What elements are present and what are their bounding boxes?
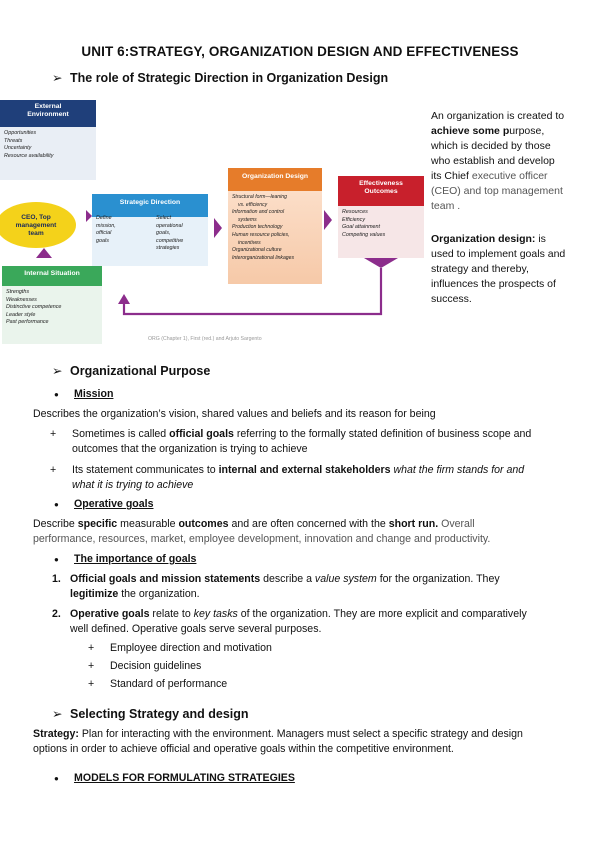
internal-situation-box xyxy=(2,266,102,344)
organization-design-list: Structural form—leaning vs. efficiency Information and control systems Production technology Human resource policies, incentives Organizational culture Interorganizational linkages xyxy=(232,194,295,261)
mission-description: Describes the organization’s vision, shared values and beliefs and its reason for being xyxy=(33,408,436,420)
external-environment-list: Opportunities Threats Uncertainty Resource availability xyxy=(4,130,54,159)
mission-point-2: + Its statement communicates to internal and external stakeholders what the firm stands for and what it is trying to achieve xyxy=(50,464,525,491)
side-note-purpose: An organization is created to achieve some purpose, which is decided by those who establish and develop its Chief executive officer (CEO) and top management team . xyxy=(431,110,565,212)
arrow-design-to-outcome xyxy=(324,210,332,230)
section-heading-strategy: ➢ Selecting Strategy and design xyxy=(52,707,249,721)
purpose-item-2: + Decision guidelines xyxy=(88,660,202,672)
organization-design-box xyxy=(228,168,322,284)
operative-goals-heading: ● Operative goals xyxy=(54,498,154,510)
arrow-bullet-icon: ➢ xyxy=(52,364,63,378)
arrow-bullet-icon: ➢ xyxy=(52,707,63,721)
feedback-arrow-head xyxy=(118,294,130,304)
plus-bullet-icon: + xyxy=(88,642,95,654)
arrow-strategy-to-design-2 xyxy=(214,218,222,238)
section-heading-role xyxy=(52,70,388,85)
strategic-direction-col2: Select operational goals, competitive strategies xyxy=(156,215,184,251)
purpose-item-1: + Employee direction and motivation xyxy=(88,642,272,654)
purpose-item-3: + Standard of performance xyxy=(88,678,228,690)
strategic-direction-col1: Define mission, official goals xyxy=(96,215,116,244)
bullet-icon: ● xyxy=(54,500,59,509)
importance-item-2: 2. Operative goals relate to key tasks of the organization. They are more explicit and comparatively well defined. Operative goals serve several purposes. xyxy=(52,608,527,635)
strategy-diagram xyxy=(0,98,420,350)
internal-situation-list: Strengths Weaknesses Distinctive competence Leader style Past performance xyxy=(6,289,62,325)
diagram-caption: ORG (Chapter 1), First (red.) and Arjuto Sargento xyxy=(148,336,262,342)
strategic-direction-title: Strategic Direction xyxy=(92,194,208,217)
effectiveness-outcomes-title: Effectiveness Outcomes xyxy=(338,176,424,206)
operative-goals-description: Describe specific measurable outcomes and are often concerned with the short run. Overall performance, resources, market, employee development, innovation and change and productivity. xyxy=(33,518,491,545)
bullet-icon: ● xyxy=(54,390,59,399)
ceo-top-management-ellipse: CEO, Top management team xyxy=(0,202,76,248)
side-note-org-design: Organization design: is used to implement goals and strategy and thereby, influences the prospects of success. xyxy=(431,233,566,305)
strategic-direction-box xyxy=(92,194,208,266)
models-heading: ● MODELS FOR FORMULATING STRATEGIES xyxy=(54,772,295,784)
section-heading-text: The role of Strategic Direction in Organization Design xyxy=(70,71,389,85)
external-environment-box xyxy=(0,100,96,180)
effectiveness-outcomes-box xyxy=(338,176,424,258)
organization-design-title: Organization Design xyxy=(228,168,322,191)
internal-situation-title: Internal Situation xyxy=(2,266,102,286)
bullet-icon: ● xyxy=(54,555,59,564)
importance-heading: ● The importance of goals xyxy=(54,553,197,565)
external-environment-title: External Environment xyxy=(0,100,96,127)
plus-bullet-icon: + xyxy=(50,428,57,440)
arrow-outcome-feedback xyxy=(364,258,398,268)
effectiveness-outcomes-list: Resources Efficiency Goal attainment Competing values xyxy=(342,209,386,238)
plus-bullet-icon: + xyxy=(88,678,95,690)
importance-item-1: 1. Official goals and mission statements describe a value system for the organization. They legitimize the organization. xyxy=(52,573,500,600)
plus-bullet-icon: + xyxy=(88,660,95,672)
arrow-bullet-icon: ➢ xyxy=(52,71,63,85)
strategy-definition: Strategy: Plan for interacting with the environment. Managers must select a specific strategy and design options in order to achieve official and operative goals within the competitive environment. xyxy=(33,728,523,755)
section-heading-purpose: ➢ Organizational Purpose xyxy=(52,364,211,378)
mission-point-1: + Sometimes is called official goals referring to the formally stated definition of business scope and outcomes that the organization is trying to achieve xyxy=(50,428,532,455)
page-title: UNIT 6:STRATEGY, ORGANIZATION DESIGN AND EFFECTIVENESS xyxy=(81,44,519,59)
mission-heading: ● Mission xyxy=(54,388,114,400)
arrow-internal-to-ceo xyxy=(36,248,52,258)
plus-bullet-icon: + xyxy=(50,464,57,476)
bullet-icon: ● xyxy=(54,774,59,783)
